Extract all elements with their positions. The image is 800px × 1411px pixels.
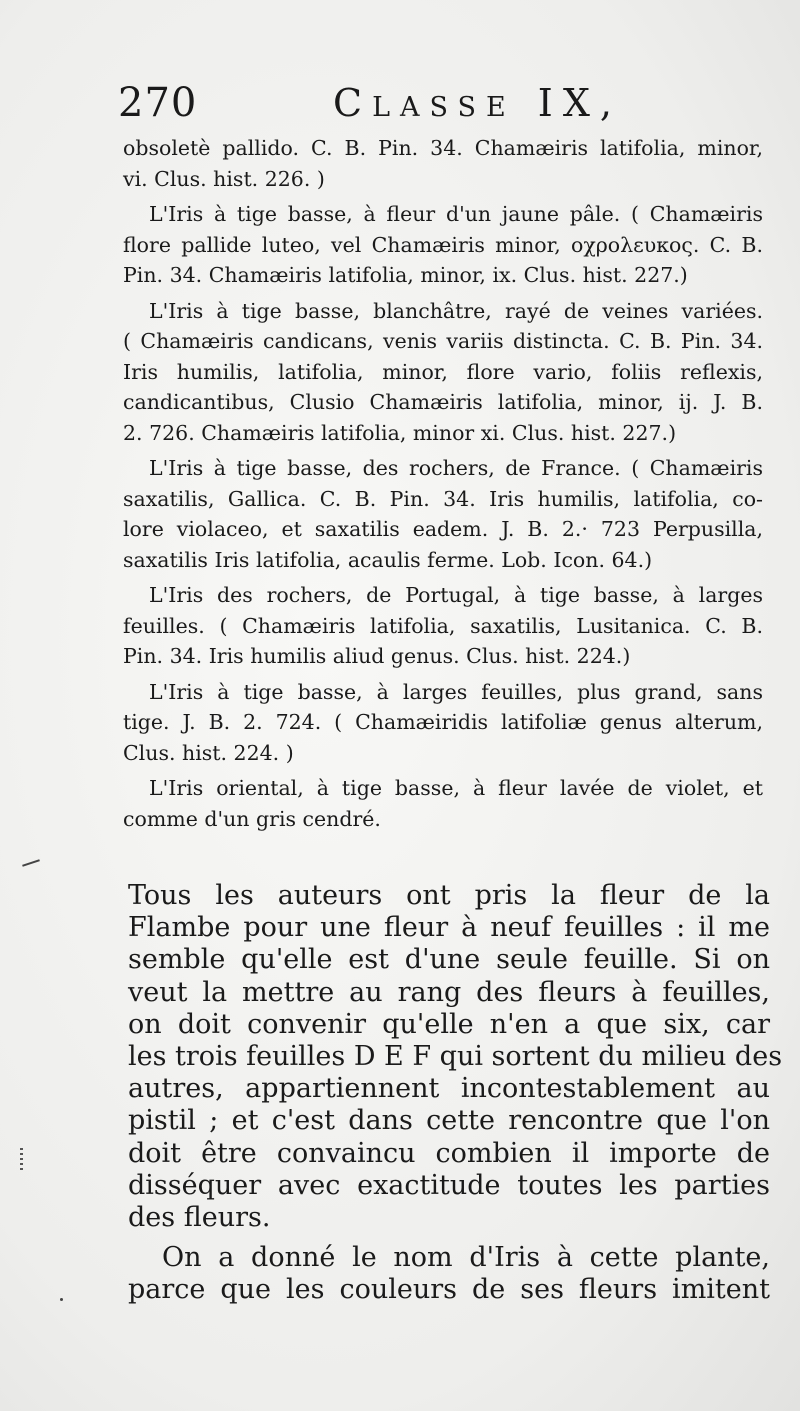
footnote-line: tige. J. B. 2. 724. ( Chamæiridis latifoliæ genus alterum, — [123, 710, 763, 734]
body-paragraph — [128, 1242, 770, 1306]
footnote-paragraph — [123, 677, 763, 769]
footnote-paragraph — [123, 133, 763, 194]
page-header — [118, 78, 758, 128]
body-line: disséquer avec exactitude toutes les parties — [128, 1169, 770, 1201]
body-line: les trois feuilles D E F qui sortent du milieu des — [128, 1041, 783, 1073]
footnote-paragraph — [123, 199, 763, 291]
footnote-paragraph — [123, 453, 763, 575]
footnote-line: candicantibus, Clusio Chamæiris latifolia, minor, ij. J. B. — [123, 390, 763, 414]
margin-dash — [22, 859, 40, 866]
body-line: On a donné le nom d'Iris à cette plante, — [162, 1242, 770, 1274]
footnote-line: Pin. 34. Chamæiris latifolia, minor, ix. Clus. hist. 227.) — [123, 263, 688, 287]
footnote-line: L'Iris oriental, à tige basse, à fleur lavée de violet, et — [149, 776, 763, 800]
margin-dots — [20, 1148, 23, 1170]
footnote-line: Clus. hist. 224. ) — [123, 740, 294, 765]
footnote-paragraph — [123, 773, 763, 834]
footnote-line: L'Iris à tige basse, à larges feuilles, plus grand, sans — [149, 679, 763, 704]
footnote-line: ( Chamæiris candicans, venis variis distincta. C. B. Pin. 34. — [123, 329, 763, 353]
footnote-line: vi. Clus. hist. 226. ) — [123, 166, 325, 191]
footnote-line: L'Iris à tige basse, blanchâtre, rayé de veines variées. — [149, 298, 763, 323]
footnote-line: L'Iris des rochers, de Portugal, à tige basse, à larges — [149, 583, 763, 607]
body-line: veut la mettre au rang des fleurs à feuilles, — [128, 976, 770, 1008]
body-paragraph — [128, 880, 783, 1234]
footnote-paragraph — [123, 580, 763, 672]
running-title: Classe IX, — [333, 81, 622, 125]
footnote-line: comme d'un gris cendré. — [123, 806, 381, 831]
footnote-line: saxatilis, Gallica. C. B. Pin. 34. Iris humilis, latifolia, co- — [123, 486, 763, 511]
margin-speck — [60, 1298, 63, 1301]
footnote-block — [123, 133, 763, 839]
body-line: on doit convenir qu'elle n'en a que six, car — [128, 1008, 770, 1040]
body-line: semble qu'elle est d'une seule feuille. Si on — [128, 944, 770, 976]
footnote-line: Iris humilis, latifolia, minor, flore vario, foliis reflexis, — [123, 359, 763, 384]
body-line: pistil ; et c'est dans cette rencontre que l'on — [128, 1105, 770, 1137]
footnote-line: lore violaceo, et saxatilis eadem. J. B. 2.· 723 Perpusilla, — [123, 517, 763, 541]
body-line: autres, appartiennent incontestablement au — [128, 1073, 770, 1105]
body-line: parce que les couleurs de ses fleurs imitent — [128, 1274, 770, 1306]
page-number: 270 — [118, 80, 198, 126]
footnote-line: saxatilis Iris latifolia, acaulis ferme. Lob. Icon. 64.) — [123, 547, 653, 572]
footnote-line: obsoletè pallido. C. B. Pin. 34. Chamæiris latifolia, minor, — [123, 136, 763, 160]
footnote-paragraph — [123, 296, 763, 449]
body-line: des fleurs. — [128, 1202, 271, 1234]
body-line: Tous les auteurs ont pris la fleur de la — [128, 880, 770, 911]
footnote-line: 2. 726. Chamæiris latifolia, minor xi. Clus. hist. 227.) — [123, 420, 677, 445]
body-line: Flambe pour une fleur à neuf feuilles : il me — [128, 912, 770, 944]
body-line: doit être convaincu combien il importe de — [128, 1137, 770, 1169]
main-text-block — [128, 880, 783, 1307]
footnote-line: Pin. 34. Iris humilis aliud genus. Clus. hist. 224.) — [123, 644, 631, 668]
footnote-line: L'Iris à tige basse, à fleur d'un jaune pâle. ( Chamæiris — [149, 202, 763, 226]
footnote-line: flore pallide luteo, vel Chamæiris minor, οχρολευκος. C. B. — [123, 232, 763, 257]
footnote-line: feuilles. ( Chamæiris latifolia, saxatilis, Lusitanica. C. B. — [123, 613, 763, 638]
footnote-line: L'Iris à tige basse, des rochers, de France. ( Chamæiris — [149, 456, 763, 480]
